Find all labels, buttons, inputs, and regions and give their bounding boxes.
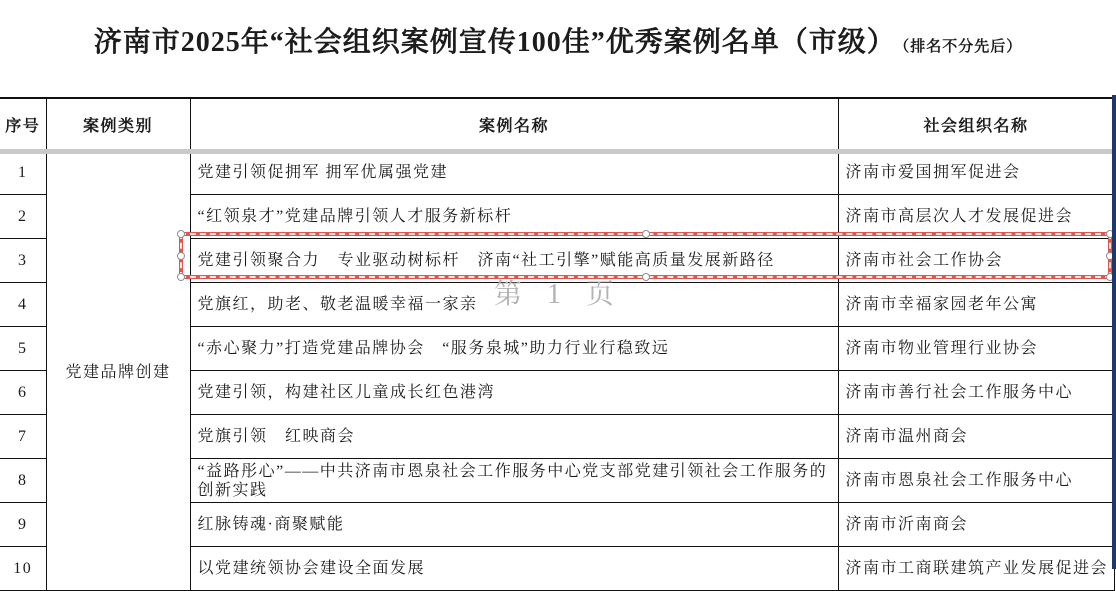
selection-handle-bottom-middle[interactable]	[642, 273, 650, 281]
row-no: 3	[0, 239, 46, 283]
highlight-selection-box[interactable]	[179, 232, 1112, 279]
org-name: 济南市物业管理行业协会	[838, 327, 1114, 371]
row-no: 7	[0, 415, 46, 459]
header-category: 案例类别	[46, 98, 190, 151]
case-name: 党建引领促拥军 拥军优属强党建	[190, 151, 838, 195]
selection-handle-top-left[interactable]	[177, 230, 185, 238]
row-no: 2	[0, 195, 46, 239]
cases-table	[0, 97, 1115, 591]
org-name: 济南市幸福家园老年公寓	[838, 283, 1114, 327]
org-name: 济南市高层次人才发展促进会	[838, 195, 1114, 239]
row-no: 9	[0, 503, 46, 547]
org-name: 济南市善行社会工作服务中心	[838, 371, 1114, 415]
row-no: 4	[0, 283, 46, 327]
row-no: 10	[0, 547, 46, 591]
case-name: “红领泉才”党建品牌引领人才服务新标杆	[190, 195, 838, 239]
case-name: 党旗红，助老、敬老温暖幸福一家亲	[190, 283, 838, 327]
row-no: 8	[0, 459, 46, 503]
selection-handle-middle-left[interactable]	[177, 252, 185, 260]
case-name: 党建引领聚合力 专业驱动树标杆 济南“社工引擎”赋能高质量发展新路径	[190, 239, 838, 283]
selection-handle-top-middle[interactable]	[642, 230, 650, 238]
org-name: 济南市恩泉社会工作服务中心	[838, 459, 1114, 503]
page-title: 济南市2025年“社会组织案例宣传100佳”优秀案例名单（市级）	[93, 27, 896, 58]
category-merged-cell: 党建品牌创建	[46, 151, 190, 591]
org-name: 济南市社会工作协会	[838, 239, 1114, 283]
org-name: 济南市爱国拥军促进会	[838, 151, 1114, 195]
case-name: “益路彤心”——中共济南市恩泉社会工作服务中心党支部党建引领社会工作服务的创新实践	[190, 459, 838, 503]
org-name: 济南市工商联建筑产业发展促进会	[838, 547, 1114, 591]
row-no: 5	[0, 327, 46, 371]
window-edge-strip	[1112, 95, 1116, 569]
table-header	[0, 98, 1114, 151]
page-title-note: （排名不分先后）	[901, 39, 1023, 55]
case-name: 党建引领，构建社区儿童成长红色港湾	[190, 371, 838, 415]
header-org-name: 社会组织名称	[838, 98, 1114, 151]
page-split-bar	[0, 149, 1113, 154]
table-row	[0, 151, 1114, 195]
page-number-watermark: 第 1 页	[494, 279, 624, 310]
case-name: 党旗引领 红映商会	[190, 415, 838, 459]
row-no: 1	[0, 151, 46, 195]
selection-handle-bottom-left[interactable]	[177, 273, 185, 281]
row-no: 6	[0, 371, 46, 415]
case-name: 红脉铸魂·商聚赋能	[190, 503, 838, 547]
header-case-name: 案例名称	[190, 98, 838, 151]
header-row	[0, 98, 1114, 151]
header-no: 序号	[0, 98, 46, 151]
org-name: 济南市温州商会	[838, 415, 1114, 459]
case-name: 以党建统领协会建设全面发展	[190, 547, 838, 591]
org-name: 济南市沂南商会	[838, 503, 1114, 547]
document-title-block	[0, 20, 1116, 60]
case-name: “赤心聚力”打造党建品牌协会 “服务泉城”助力行业行稳致远	[190, 327, 838, 371]
